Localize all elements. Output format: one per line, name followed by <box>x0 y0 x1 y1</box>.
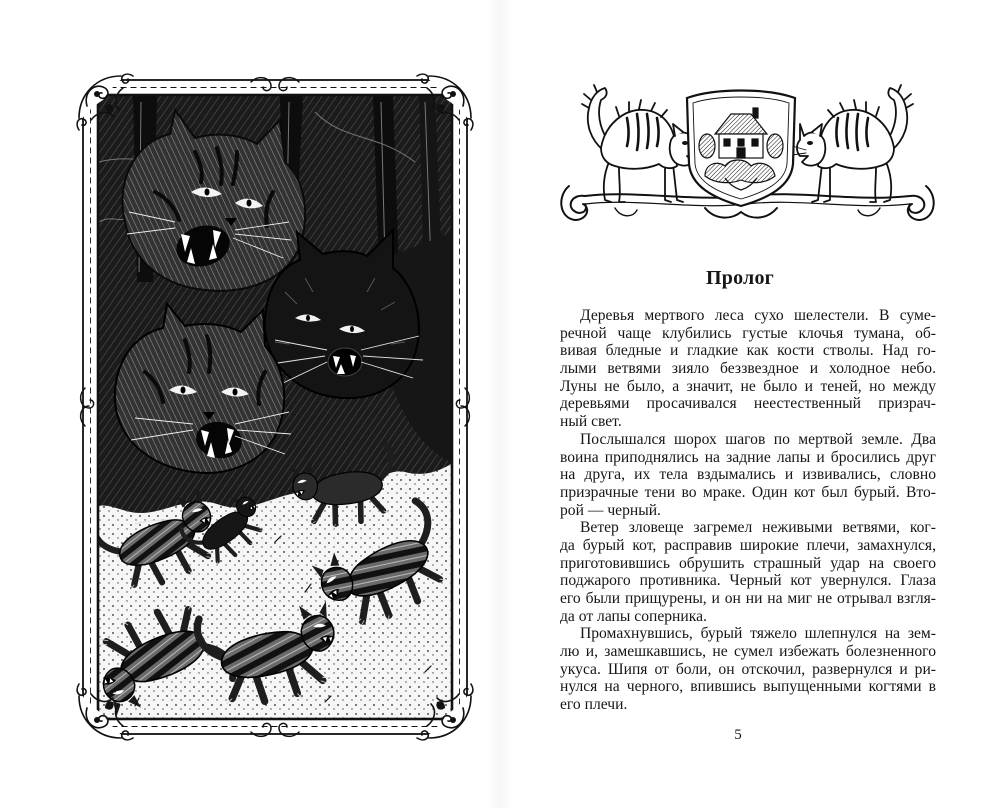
cat-battle-scene <box>84 96 464 721</box>
text-line: поджарого противника. Черный кот увернулся. Глаза <box>560 572 936 590</box>
text-line: деревьями просачивался неестественный призрач- <box>560 395 936 413</box>
text-line: рой — черный. <box>560 501 661 519</box>
text-line: вивая бледные и гладкие как кости стволы. Над го- <box>560 342 936 360</box>
text-line: воина приподнялись на задние лапы и бросились друг <box>560 448 936 466</box>
arched-cat-right <box>792 85 913 202</box>
crest-shield <box>687 91 795 207</box>
text-line: Луны не было, а значит, не было и теней, но между <box>560 377 936 395</box>
text-line: его были прищурены, и он ни на миг не отрывал взгля- <box>560 590 936 607</box>
text-line: Деревья мертвого леса сухо шелестели. В суме- <box>580 307 936 324</box>
text-line: призрачные тени во мраке. Один кот был бурый. Вто- <box>560 483 936 501</box>
text-line: ный свет. <box>560 413 622 431</box>
right-page <box>500 0 1000 808</box>
paragraph <box>560 519 936 625</box>
text-line: на друга, их тела вздымались и извивались, словно <box>560 466 936 484</box>
text-line: Промахнувшись, бурый тяжело шлепнулся на зем- <box>580 625 936 643</box>
text-line: его плечи. <box>560 696 628 714</box>
cat-battle-illustration <box>75 72 475 742</box>
arched-cat-left <box>582 85 703 202</box>
paragraph <box>560 431 936 519</box>
text-line: нулся на черного, впившись выпущенными когтями в <box>560 678 936 696</box>
paragraph <box>560 307 936 431</box>
text-line: укуса. Шипя от боли, он отскочил, развернулся и ри- <box>560 660 936 678</box>
text-line: приготовившись обрушить страшный удар на своего <box>560 554 936 572</box>
chapter-title: Пролог <box>706 267 774 289</box>
text-line: да бурый кот, расправив широкие плечи, замахнулся, <box>560 536 936 554</box>
page-number: 5 <box>734 727 742 743</box>
text-line: да от лапы соперника. <box>560 607 707 625</box>
prologue-text <box>560 307 936 714</box>
text-line: Ветер зловеще загремел неживыми ветвями, ког- <box>580 519 936 537</box>
chapter-vignette <box>555 78 940 228</box>
text-line: лю и, замешкавшись, не сумел избежать болезненного <box>560 643 936 661</box>
paragraph <box>560 625 936 713</box>
text-line: речной чаще клубились густые клочья тумана, об- <box>560 324 936 342</box>
text-line: лыми ветвями зияло беззвездное и холодное небо. <box>560 360 936 378</box>
text-line: Послышался шорох шагов по мертвой земле. Два <box>580 430 936 448</box>
